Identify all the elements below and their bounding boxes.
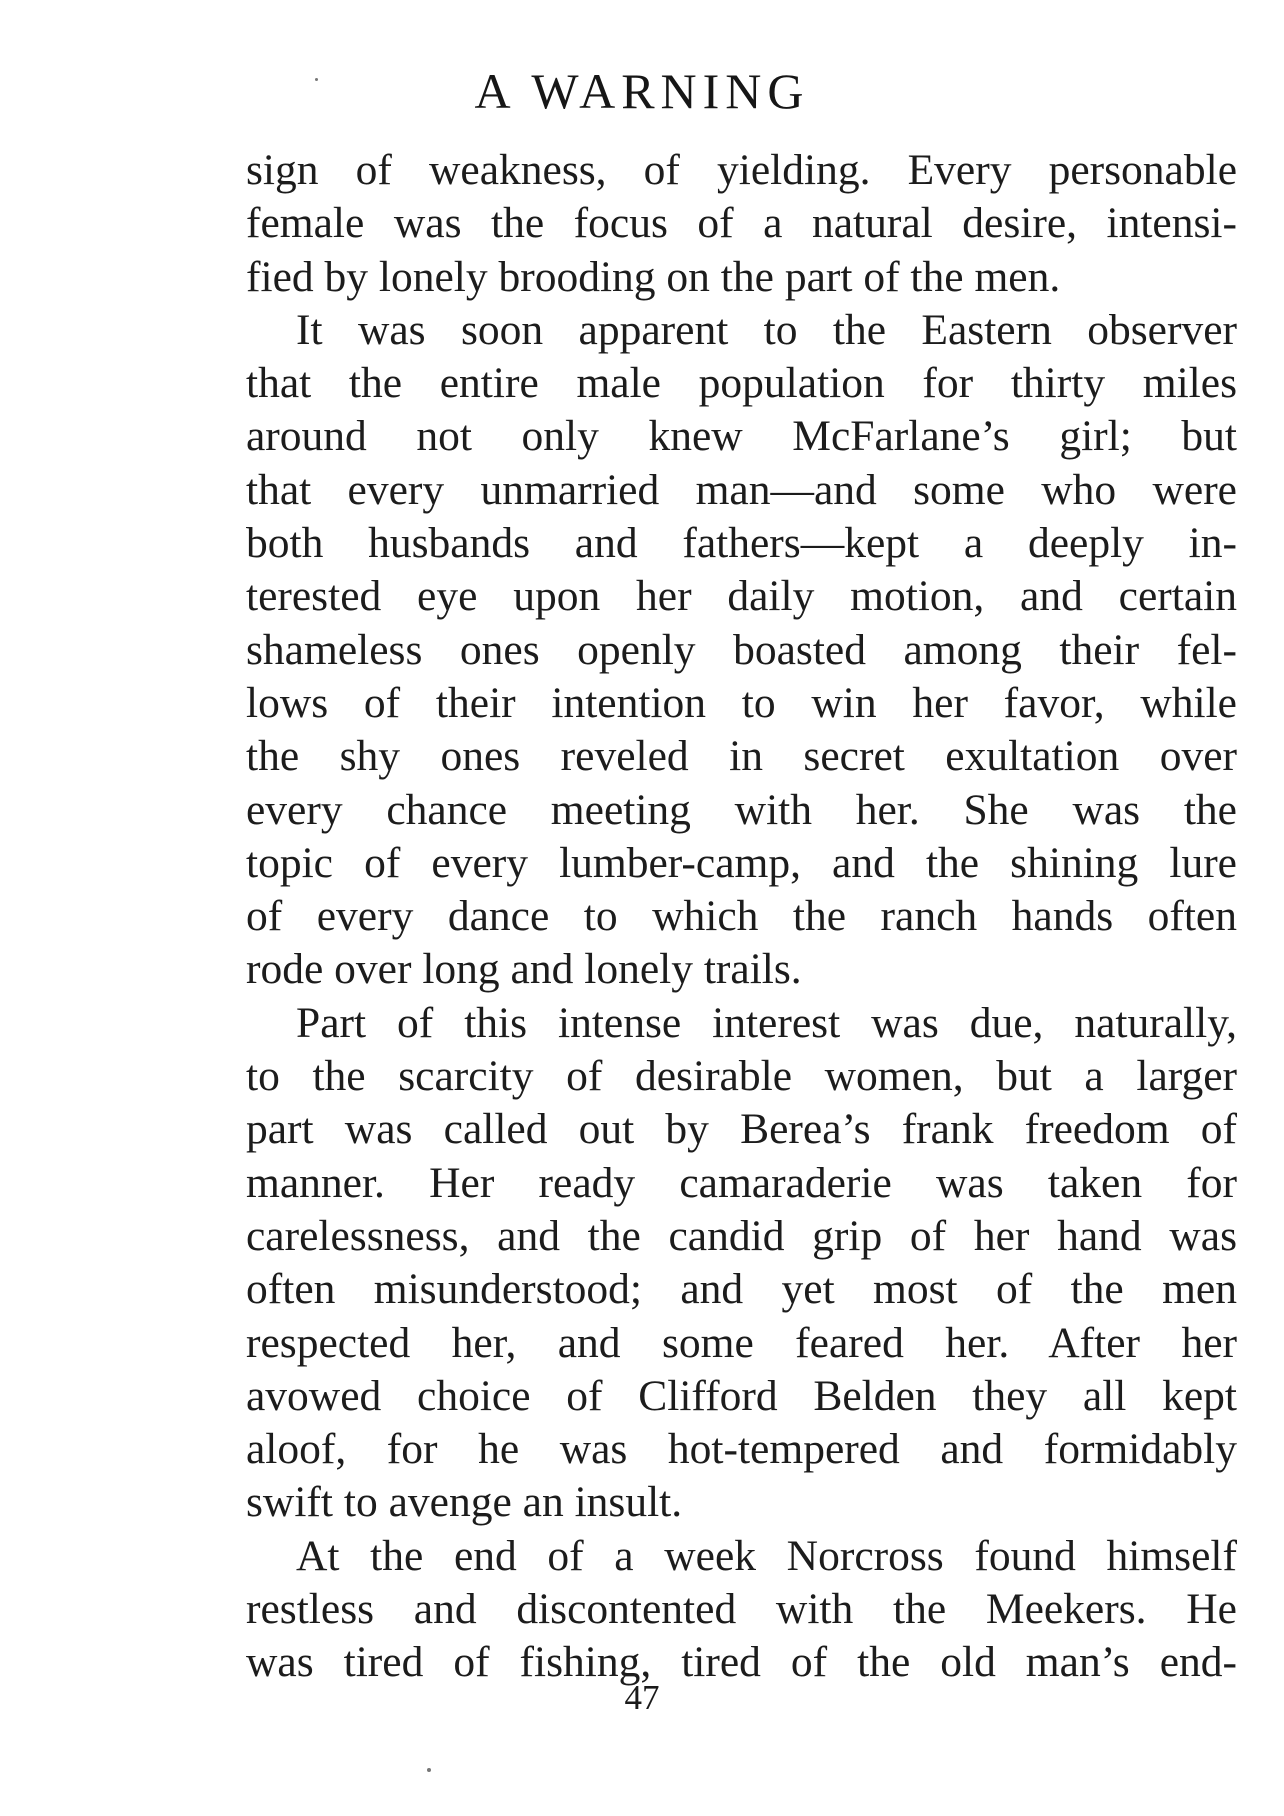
text-line: the shy ones reveled in secret exultation over	[246, 732, 1237, 781]
text-line: to the scarcity of desirable women, but a larger	[246, 1052, 1237, 1101]
text-line: fied by lonely brooding on the part of the men.	[246, 252, 1061, 301]
body-text	[246, 144, 1237, 1690]
text-line: both husbands and fathers—kept a deeply in-	[246, 519, 1237, 568]
text-line: rode over long and lonely trails.	[246, 945, 802, 994]
text-line: avowed choice of Clifford Belden they all kept	[246, 1371, 1237, 1420]
text-line: that the entire male population for thirty miles	[246, 359, 1237, 408]
text-line: aloof, for he was hot-tempered and formidably	[246, 1425, 1237, 1474]
text-line: lows of their intention to win her favor, while	[246, 678, 1237, 727]
print-speck	[427, 1768, 431, 1772]
text-line: that every unmarried man—and some who were	[246, 465, 1237, 514]
text-line: often misunderstood; and yet most of the men	[246, 1265, 1237, 1314]
page-number: 47	[624, 1678, 660, 1717]
text-line: every chance meeting with her. She was the	[246, 785, 1237, 834]
text-line: restless and discontented with the Meekers. He	[246, 1585, 1237, 1634]
text-line: shameless ones openly boasted among their fel-	[246, 625, 1237, 674]
text-line: around not only knew McFarlane’s girl; but	[246, 412, 1237, 461]
text-line: topic of every lumber-camp, and the shining lure	[246, 838, 1237, 887]
text-line: It was soon apparent to the Eastern observer	[296, 305, 1237, 354]
text-line: part was called out by Berea’s frank freedom of	[246, 1105, 1237, 1154]
text-line: respected her, and some feared her. After her	[246, 1318, 1237, 1367]
text-line: of every dance to which the ranch hands often	[246, 892, 1237, 941]
text-line: sign of weakness, of yielding. Every personable	[246, 146, 1237, 194]
text-line: terested eye upon her daily motion, and certain	[246, 572, 1237, 621]
text-line: Part of this intense interest was due, naturally,	[296, 998, 1237, 1047]
text-line: swift to avenge an insult.	[246, 1478, 683, 1527]
text-line: At the end of a week Norcross found himself	[296, 1531, 1237, 1580]
text-line: manner. Her ready camaraderie was taken for	[246, 1158, 1237, 1207]
running-head: A WARNING	[474, 63, 810, 119]
print-speck	[315, 78, 318, 81]
text-line: was tired of fishing, tired of the old man’s end-	[246, 1638, 1237, 1687]
text-line: female was the focus of a natural desire, intensi-	[246, 199, 1237, 248]
text-line: carelessness, and the candid grip of her hand was	[246, 1211, 1237, 1260]
